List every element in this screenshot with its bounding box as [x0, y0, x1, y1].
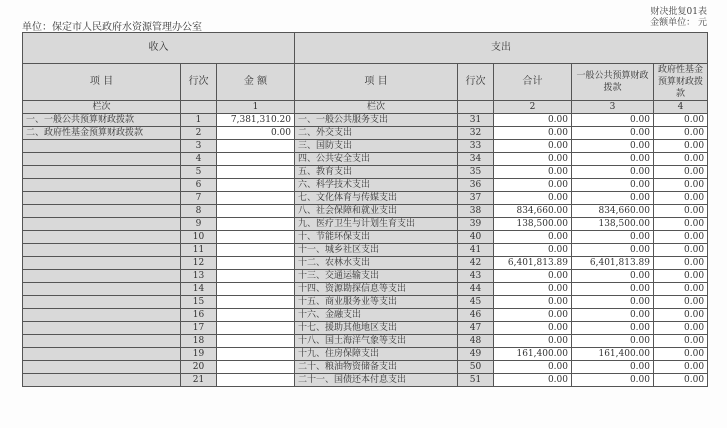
total-cell: 0.00: [494, 309, 572, 322]
table-row: [23, 218, 708, 231]
general-budget-cell: 0.00: [572, 270, 654, 283]
expense-item-cell: 三、国防支出: [295, 140, 458, 153]
gov-fund-cell: 0.00: [654, 283, 708, 296]
expense-row-no-cell: 40: [458, 231, 494, 244]
income-amount-cell: [217, 296, 295, 309]
income-row-no-cell: 12: [181, 257, 217, 270]
gov-fund-cell: 0.00: [654, 244, 708, 257]
general-budget-cell: 0.00: [572, 231, 654, 244]
table-row: [23, 192, 708, 205]
general-budget-cell: 0.00: [572, 335, 654, 348]
total-cell: 138,500.00: [494, 218, 572, 231]
table-row: [23, 231, 708, 244]
expense-item-cell: 七、文化体育与传媒支出: [295, 192, 458, 205]
income-row-no-cell: 14: [181, 283, 217, 296]
expense-item-cell: 一、一般公共服务支出: [295, 114, 458, 127]
income-col-index-blank: [181, 101, 217, 114]
general-budget-cell: 0.00: [572, 374, 654, 387]
total-cell: 0.00: [494, 192, 572, 205]
total-cell: 0.00: [494, 374, 572, 387]
gov-fund-cell: 0.00: [654, 257, 708, 270]
expense-item-cell: 十七、援助其他地区支出: [295, 322, 458, 335]
expense-col-label: 栏次: [295, 101, 458, 114]
total-cell: 0.00: [494, 140, 572, 153]
column-header-row: [23, 64, 708, 101]
income-amount-header: 金 额: [217, 64, 295, 101]
income-item-cell: [23, 361, 181, 374]
income-amount-cell: [217, 218, 295, 231]
general-budget-cell: 0.00: [572, 322, 654, 335]
income-item-header: 项 目: [23, 64, 181, 101]
income-amount-cell: [217, 374, 295, 387]
income-row-no-cell: 20: [181, 361, 217, 374]
general-budget-cell: 0.00: [572, 361, 654, 374]
income-item-cell: [23, 296, 181, 309]
table-row: [23, 309, 708, 322]
amount-unit: 金额单位： 元: [650, 18, 707, 28]
expense-row-no-cell: 32: [458, 127, 494, 140]
general-budget-cell: 0.00: [572, 296, 654, 309]
expense-col-index-3: 3: [572, 101, 654, 114]
expense-row-no-cell: 41: [458, 244, 494, 257]
income-item-cell: [23, 322, 181, 335]
table-row: [23, 322, 708, 335]
table-row: [23, 140, 708, 153]
expense-item-cell: 十一、城乡社区支出: [295, 244, 458, 257]
expense-item-cell: 四、公共安全支出: [295, 153, 458, 166]
expense-section-header: 支出: [295, 33, 708, 64]
income-row-no-cell: 15: [181, 296, 217, 309]
general-budget-cell: 0.00: [572, 179, 654, 192]
expense-item-cell: 十、节能环保支出: [295, 231, 458, 244]
gov-fund-cell: 0.00: [654, 374, 708, 387]
total-cell: 0.00: [494, 361, 572, 374]
total-header: 合计: [494, 64, 572, 101]
gov-fund-cell: 0.00: [654, 205, 708, 218]
expense-row-no-cell: 50: [458, 361, 494, 374]
total-cell: 0.00: [494, 166, 572, 179]
income-amount-cell: [217, 140, 295, 153]
gov-fund-cell: 0.00: [654, 179, 708, 192]
income-item-cell: [23, 205, 181, 218]
expense-item-cell: 八、社会保障和就业支出: [295, 205, 458, 218]
general-budget-cell: 6,401,813.89: [572, 257, 654, 270]
gov-fund-cell: 0.00: [654, 127, 708, 140]
expense-item-cell: 五、教育支出: [295, 166, 458, 179]
income-item-cell: [23, 348, 181, 361]
income-amount-cell: [217, 231, 295, 244]
income-amount-cell: 7,381,310.20: [217, 114, 295, 127]
expense-item-cell: 十八、国土海洋气象等支出: [295, 335, 458, 348]
total-cell: 0.00: [494, 244, 572, 257]
income-amount-cell: [217, 348, 295, 361]
expense-row-no-cell: 31: [458, 114, 494, 127]
table-row: [23, 361, 708, 374]
income-row-no-cell: 16: [181, 309, 217, 322]
gov-fund-header: 政府性基金预算财政拨款: [654, 64, 708, 101]
income-item-cell: 一、一般公共预算财政拨款: [23, 114, 181, 127]
income-row-no-cell: 17: [181, 322, 217, 335]
income-row-no-cell: 3: [181, 140, 217, 153]
income-amount-cell: [217, 335, 295, 348]
expense-item-cell: 十三、交通运输支出: [295, 270, 458, 283]
income-amount-cell: [217, 192, 295, 205]
income-item-cell: [23, 257, 181, 270]
total-cell: 0.00: [494, 296, 572, 309]
expense-item-cell: 六、科学技术支出: [295, 179, 458, 192]
expense-item-cell: 二十一、国债还本付息支出: [295, 374, 458, 387]
total-cell: 0.00: [494, 283, 572, 296]
table-row: [23, 296, 708, 309]
income-item-cell: [23, 192, 181, 205]
income-amount-cell: [217, 153, 295, 166]
income-amount-cell: [217, 244, 295, 257]
table-row: [23, 257, 708, 270]
expense-row-no-header: 行次: [458, 64, 494, 101]
income-item-cell: 二、政府性基金预算财政拨款: [23, 127, 181, 140]
unit-label: 单位：保定市人民政府水资源管理办公室: [22, 22, 202, 33]
expense-item-cell: 十二、农林水支出: [295, 257, 458, 270]
expense-row-no-cell: 33: [458, 140, 494, 153]
expense-row-no-cell: 49: [458, 348, 494, 361]
income-row-no-cell: 5: [181, 166, 217, 179]
table-row: [23, 270, 708, 283]
income-col-label: 栏次: [23, 101, 181, 114]
income-row-no-cell: 18: [181, 335, 217, 348]
total-cell: 0.00: [494, 114, 572, 127]
table-row: [23, 348, 708, 361]
general-budget-cell: 0.00: [572, 192, 654, 205]
gov-fund-cell: 0.00: [654, 114, 708, 127]
expense-col-index-4: 4: [654, 101, 708, 114]
table-row: [23, 335, 708, 348]
expense-row-no-cell: 48: [458, 335, 494, 348]
expense-item-cell: 二十、粮油物资储备支出: [295, 361, 458, 374]
income-row-no-cell: 1: [181, 114, 217, 127]
general-budget-cell: 0.00: [572, 283, 654, 296]
table-row: [23, 244, 708, 257]
income-row-no-cell: 8: [181, 205, 217, 218]
income-item-cell: [23, 244, 181, 257]
gov-fund-cell: 0.00: [654, 335, 708, 348]
income-amount-cell: [217, 283, 295, 296]
general-budget-cell: 0.00: [572, 166, 654, 179]
total-cell: 0.00: [494, 231, 572, 244]
table-row: [23, 153, 708, 166]
expense-row-no-cell: 42: [458, 257, 494, 270]
income-item-cell: [23, 231, 181, 244]
income-amount-cell: [217, 257, 295, 270]
gov-fund-cell: 0.00: [654, 192, 708, 205]
expense-item-cell: 十九、住房保障支出: [295, 348, 458, 361]
expense-col-index-blank: [458, 101, 494, 114]
expense-item-cell: 十五、商业服务业等支出: [295, 296, 458, 309]
income-item-cell: [23, 153, 181, 166]
income-col-index-1: 1: [217, 101, 295, 114]
gov-fund-cell: 0.00: [654, 270, 708, 283]
budget-table: [22, 32, 708, 387]
general-budget-cell: 0.00: [572, 114, 654, 127]
income-row-no-cell: 11: [181, 244, 217, 257]
general-budget-cell: 0.00: [572, 140, 654, 153]
gov-fund-cell: 0.00: [654, 231, 708, 244]
expense-item-cell: 十六、金融支出: [295, 309, 458, 322]
gov-fund-cell: 0.00: [654, 361, 708, 374]
income-row-no-cell: 13: [181, 270, 217, 283]
expense-row-no-cell: 46: [458, 309, 494, 322]
expense-row-no-cell: 47: [458, 322, 494, 335]
total-cell: 834,660.00: [494, 205, 572, 218]
table-row: [23, 374, 708, 387]
expense-row-no-cell: 36: [458, 179, 494, 192]
general-budget-cell: 161,400.00: [572, 348, 654, 361]
income-item-cell: [23, 335, 181, 348]
income-item-cell: [23, 283, 181, 296]
income-row-no-cell: 9: [181, 218, 217, 231]
income-item-cell: [23, 218, 181, 231]
income-amount-cell: 0.00: [217, 127, 295, 140]
column-index-row: [23, 101, 708, 114]
table-row: [23, 205, 708, 218]
general-budget-cell: 0.00: [572, 127, 654, 140]
general-budget-cell: 0.00: [572, 153, 654, 166]
table-row: [23, 114, 708, 127]
expense-row-no-cell: 45: [458, 296, 494, 309]
gov-fund-cell: 0.00: [654, 140, 708, 153]
income-item-cell: [23, 374, 181, 387]
income-item-cell: [23, 166, 181, 179]
expense-row-no-cell: 43: [458, 270, 494, 283]
income-row-no-cell: 7: [181, 192, 217, 205]
general-budget-cell: 0.00: [572, 309, 654, 322]
expense-item-cell: 十四、资源勘探信息等支出: [295, 283, 458, 296]
gov-fund-cell: 0.00: [654, 309, 708, 322]
income-amount-cell: [217, 309, 295, 322]
income-item-cell: [23, 309, 181, 322]
income-row-no-cell: 21: [181, 374, 217, 387]
income-row-no-cell: 4: [181, 153, 217, 166]
income-amount-cell: [217, 322, 295, 335]
gov-fund-cell: 0.00: [654, 166, 708, 179]
expense-row-no-cell: 34: [458, 153, 494, 166]
income-section-header: 收入: [23, 33, 295, 64]
gov-fund-cell: 0.00: [654, 218, 708, 231]
gov-fund-cell: 0.00: [654, 153, 708, 166]
income-amount-cell: [217, 270, 295, 283]
income-row-no-cell: 6: [181, 179, 217, 192]
table-row: [23, 166, 708, 179]
income-amount-cell: [217, 166, 295, 179]
expense-row-no-cell: 44: [458, 283, 494, 296]
income-row-no-cell: 2: [181, 127, 217, 140]
total-cell: 0.00: [494, 153, 572, 166]
expense-col-index-2: 2: [494, 101, 572, 114]
general-budget-cell: 834,660.00: [572, 205, 654, 218]
income-row-no-cell: 10: [181, 231, 217, 244]
gov-fund-cell: 0.00: [654, 348, 708, 361]
table-row: [23, 283, 708, 296]
expense-row-no-cell: 39: [458, 218, 494, 231]
gov-fund-cell: 0.00: [654, 322, 708, 335]
expense-item-cell: 九、医疗卫生与计划生育支出: [295, 218, 458, 231]
income-amount-cell: [217, 361, 295, 374]
expense-row-no-cell: 38: [458, 205, 494, 218]
table-row: [23, 179, 708, 192]
income-amount-cell: [217, 179, 295, 192]
gov-fund-cell: 0.00: [654, 296, 708, 309]
table-row: [23, 127, 708, 140]
income-item-cell: [23, 270, 181, 283]
expense-item-cell: 二、外交支出: [295, 127, 458, 140]
expense-row-no-cell: 35: [458, 166, 494, 179]
income-row-no-header: 行次: [181, 64, 217, 101]
section-header-row: [23, 33, 708, 64]
total-cell: 0.00: [494, 179, 572, 192]
income-item-cell: [23, 140, 181, 153]
general-budget-header: 一般公共预算财政拨款: [572, 64, 654, 101]
total-cell: 0.00: [494, 335, 572, 348]
total-cell: 161,400.00: [494, 348, 572, 361]
expense-item-header: 项 目: [295, 64, 458, 101]
expense-row-no-cell: 37: [458, 192, 494, 205]
total-cell: 0.00: [494, 270, 572, 283]
general-budget-cell: 0.00: [572, 244, 654, 257]
income-item-cell: [23, 179, 181, 192]
total-cell: 0.00: [494, 322, 572, 335]
total-cell: 0.00: [494, 127, 572, 140]
income-row-no-cell: 19: [181, 348, 217, 361]
expense-row-no-cell: 51: [458, 374, 494, 387]
total-cell: 6,401,813.89: [494, 257, 572, 270]
table-id: 财决批复01表: [650, 7, 707, 17]
general-budget-cell: 138,500.00: [572, 218, 654, 231]
income-amount-cell: [217, 205, 295, 218]
